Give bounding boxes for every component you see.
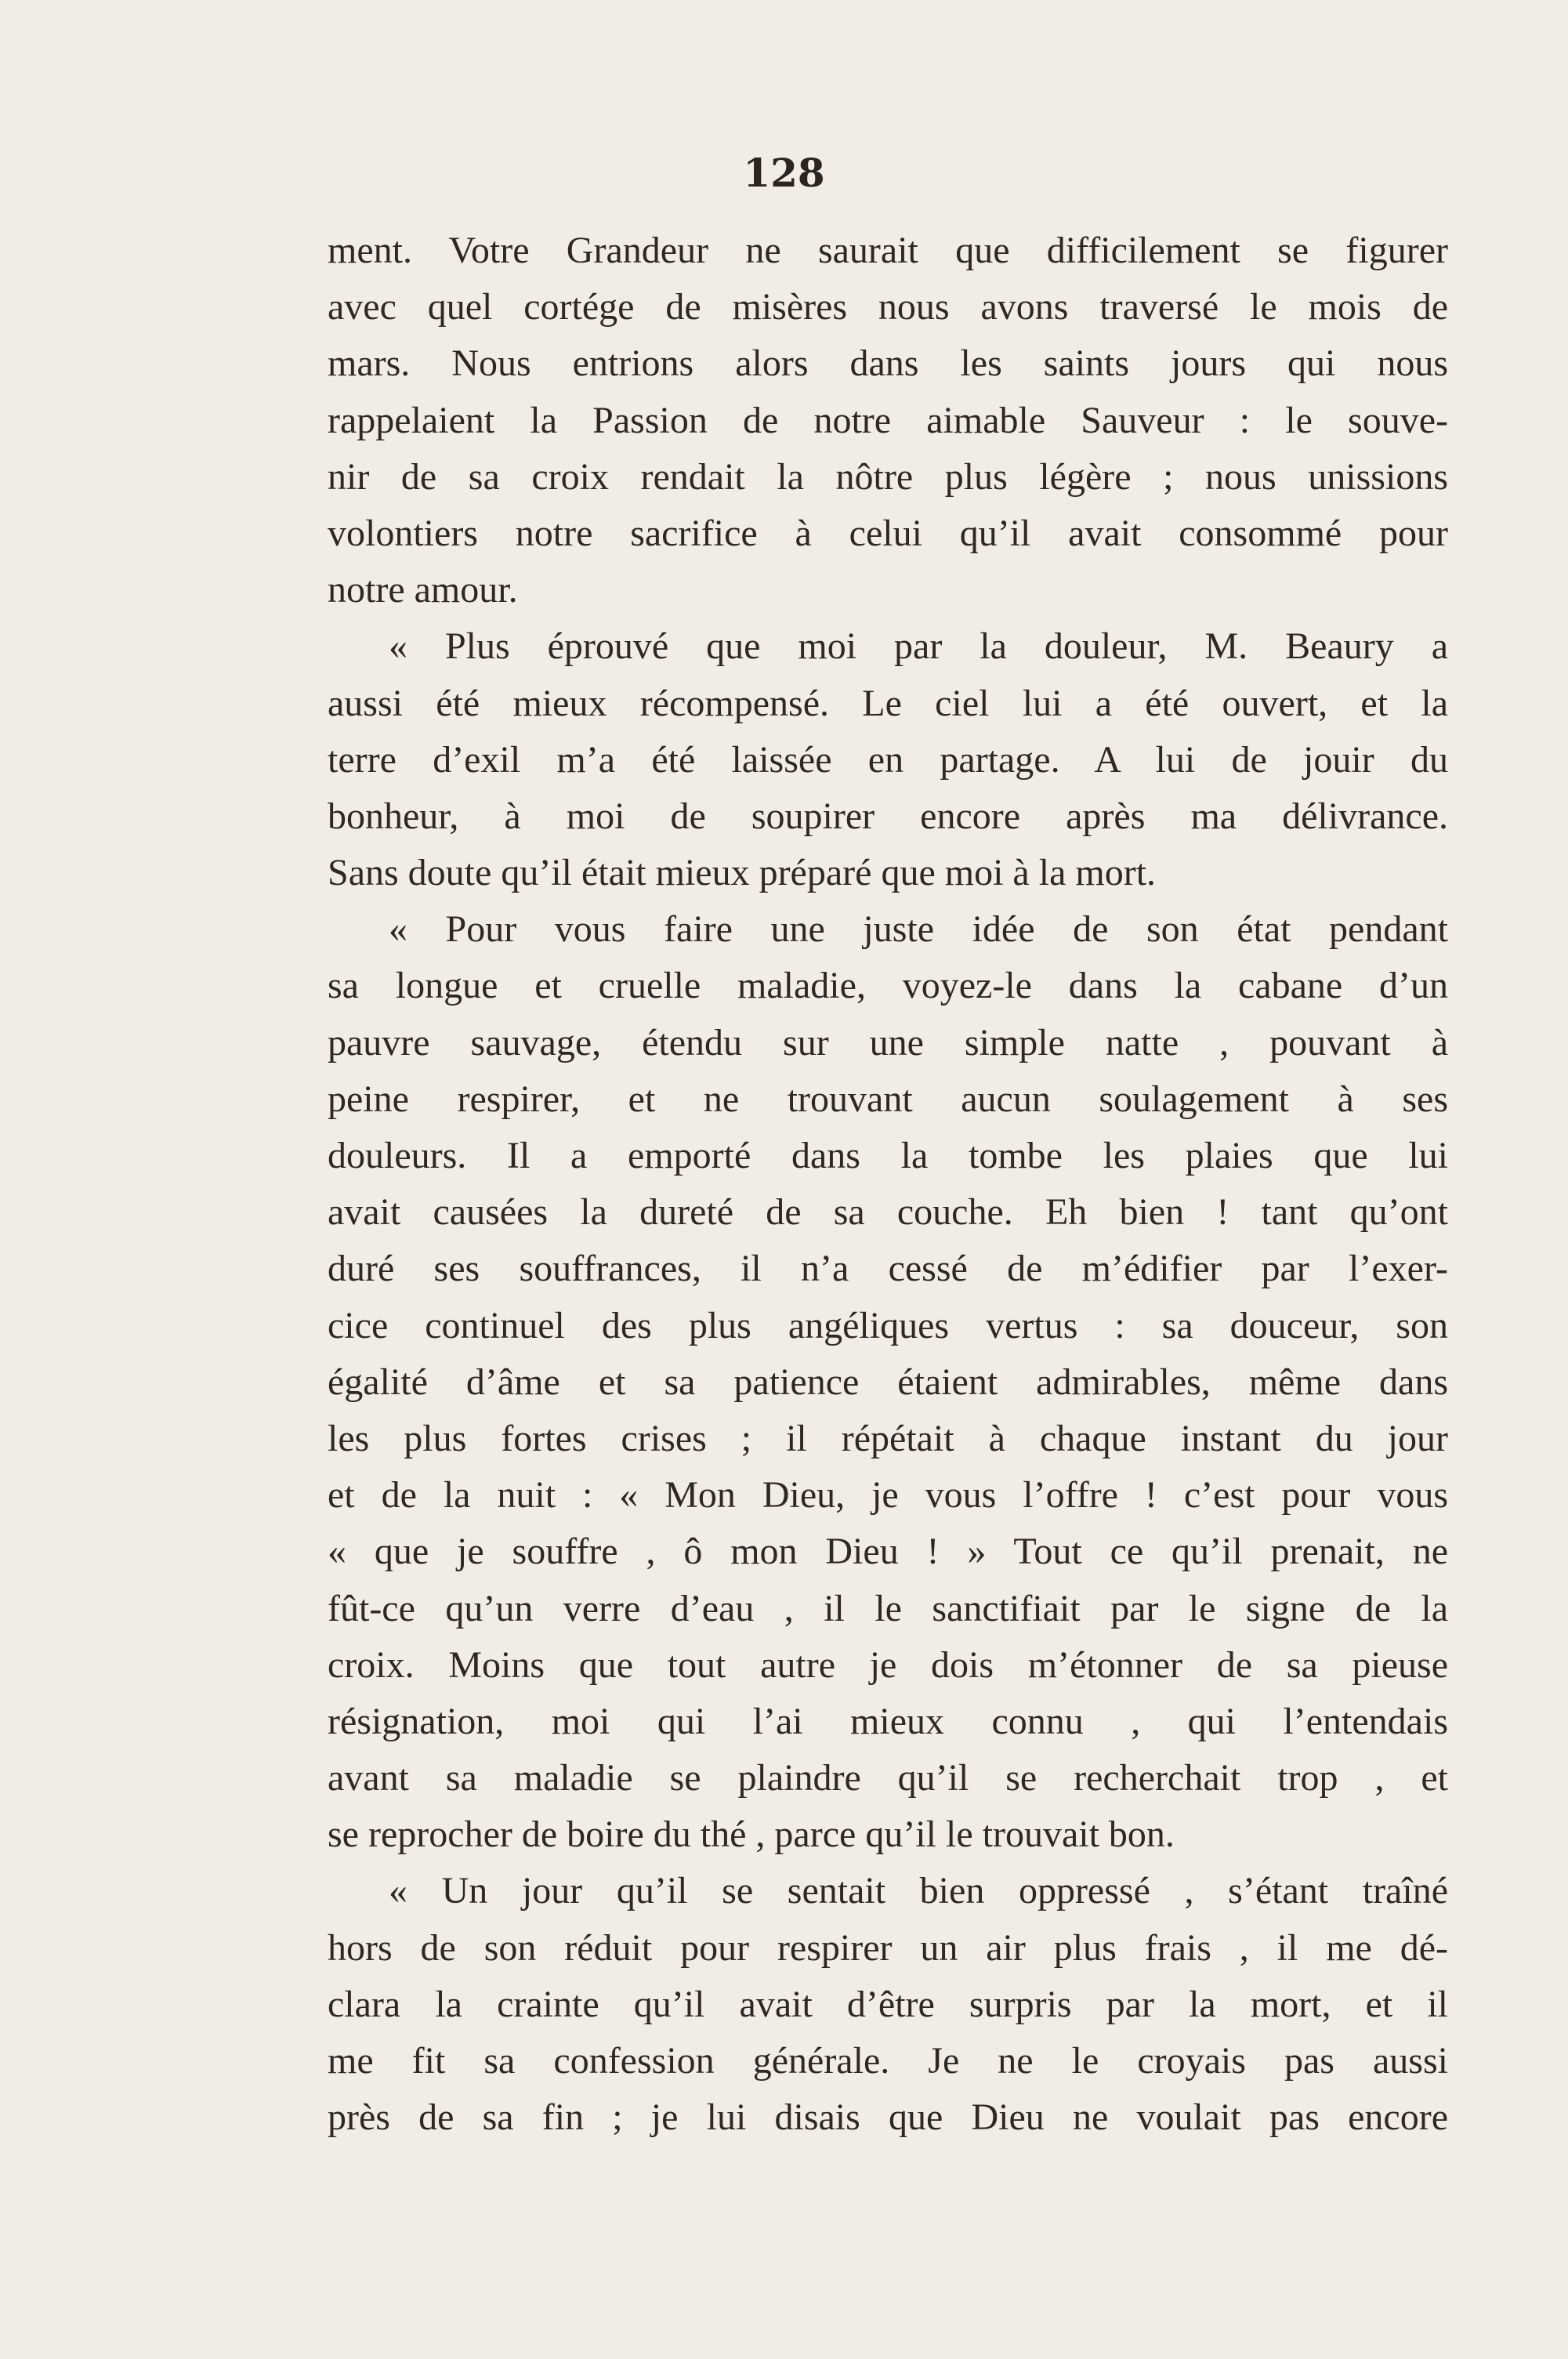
text-line: avait causées la dureté de sa couche. Eh bien ! tant qu’ont [328, 1191, 1448, 1234]
text-line: terre d’exil m’a été laissée en partage. A lui de jouir du [328, 738, 1448, 781]
text-line: volontiers notre sacrifice à celui qu’il avait consommé pour [328, 512, 1448, 554]
text-line: « Plus éprouvé que moi par la douleur, M. Beaury a [389, 625, 1448, 668]
text-line: résignation, moi qui l’ai mieux connu , qui l’entendais [328, 1700, 1448, 1742]
text-line: « Un jour qu’il se sentait bien oppressé , s’étant traîné [389, 1870, 1448, 1912]
text-line: croix. Moins que tout autre je dois m’étonner de sa pieuse [328, 1643, 1448, 1686]
text-line: peine respirer, et ne trouvant aucun soulagement à ses [328, 1078, 1448, 1120]
text-line: avec quel cortége de misères nous avons traversé le mois de [328, 286, 1448, 328]
text-line: près de sa fin ; je lui disais que Dieu ne voulait pas encore [328, 2096, 1448, 2139]
text-line: sa longue et cruelle maladie, voyez-le dans la cabane d’un [328, 965, 1448, 1007]
text-line: et de la nuit : « Mon Dieu, je vous l’offre ! c’est pour vous [328, 1474, 1448, 1516]
text-line: cice continuel des plus angéliques vertus : sa douceur, son [328, 1304, 1448, 1346]
text-line: pauvre sauvage, étendu sur une simple natte , pouvant à [328, 1021, 1448, 1064]
text-line: mars. Nous entrions alors dans les saints jours qui nous [328, 342, 1448, 385]
text-line: avant sa maladie se plaindre qu’il se recherchait trop , et [328, 1757, 1448, 1799]
text-line: bonheur, à moi de soupirer encore après ma délivrance. [328, 795, 1448, 837]
text-line: nir de sa croix rendait la nôtre plus légère ; nous unissions [328, 455, 1448, 498]
text-line: « Pour vous faire une juste idée de son état pendant [389, 908, 1448, 951]
text-line: Sans doute qu’il était mieux préparé que moi à la mort. [328, 852, 1157, 894]
text-line: hors de son réduit pour respirer un air plus frais , il me dé- [328, 1926, 1448, 1969]
text-line: duré ses souffrances, il n’a cessé de m’édifier par l’exer- [328, 1248, 1448, 1290]
text-line: rappelaient la Passion de notre aimable Sauveur : le souve- [328, 399, 1448, 441]
text-line: notre amour. [328, 569, 518, 611]
text-line: clara la crainte qu’il avait d’être surpris par la mort, et il [328, 1983, 1448, 2025]
text-line: « que je souffre , ô mon Dieu ! » Tout ce qu’il prenait, ne [328, 1531, 1448, 1573]
text-line: fût-ce qu’un verre d’eau , il le sanctifiait par le signe de la [328, 1587, 1448, 1629]
page-number: 128 [743, 150, 825, 196]
text-line: douleurs. Il a emporté dans la tombe les plaies que lui [328, 1135, 1448, 1176]
text-line: aussi été mieux récompensé. Le ciel lui a été ouvert, et la [328, 682, 1448, 724]
text-line: se reprocher de boire du thé , parce qu’il le trouvait bon. [328, 1814, 1175, 1856]
body-text [328, 223, 1448, 2146]
text-line: me fit sa confession générale. Je ne le croyais pas aussi [328, 2040, 1448, 2082]
text-line: ment. Votre Grandeur ne saurait que difficilement se figurer [328, 230, 1448, 271]
text-line: les plus fortes crises ; il répétait à chaque instant du jour [328, 1417, 1448, 1459]
text-line: égalité d’âme et sa patience étaient admirables, même dans [328, 1361, 1448, 1403]
